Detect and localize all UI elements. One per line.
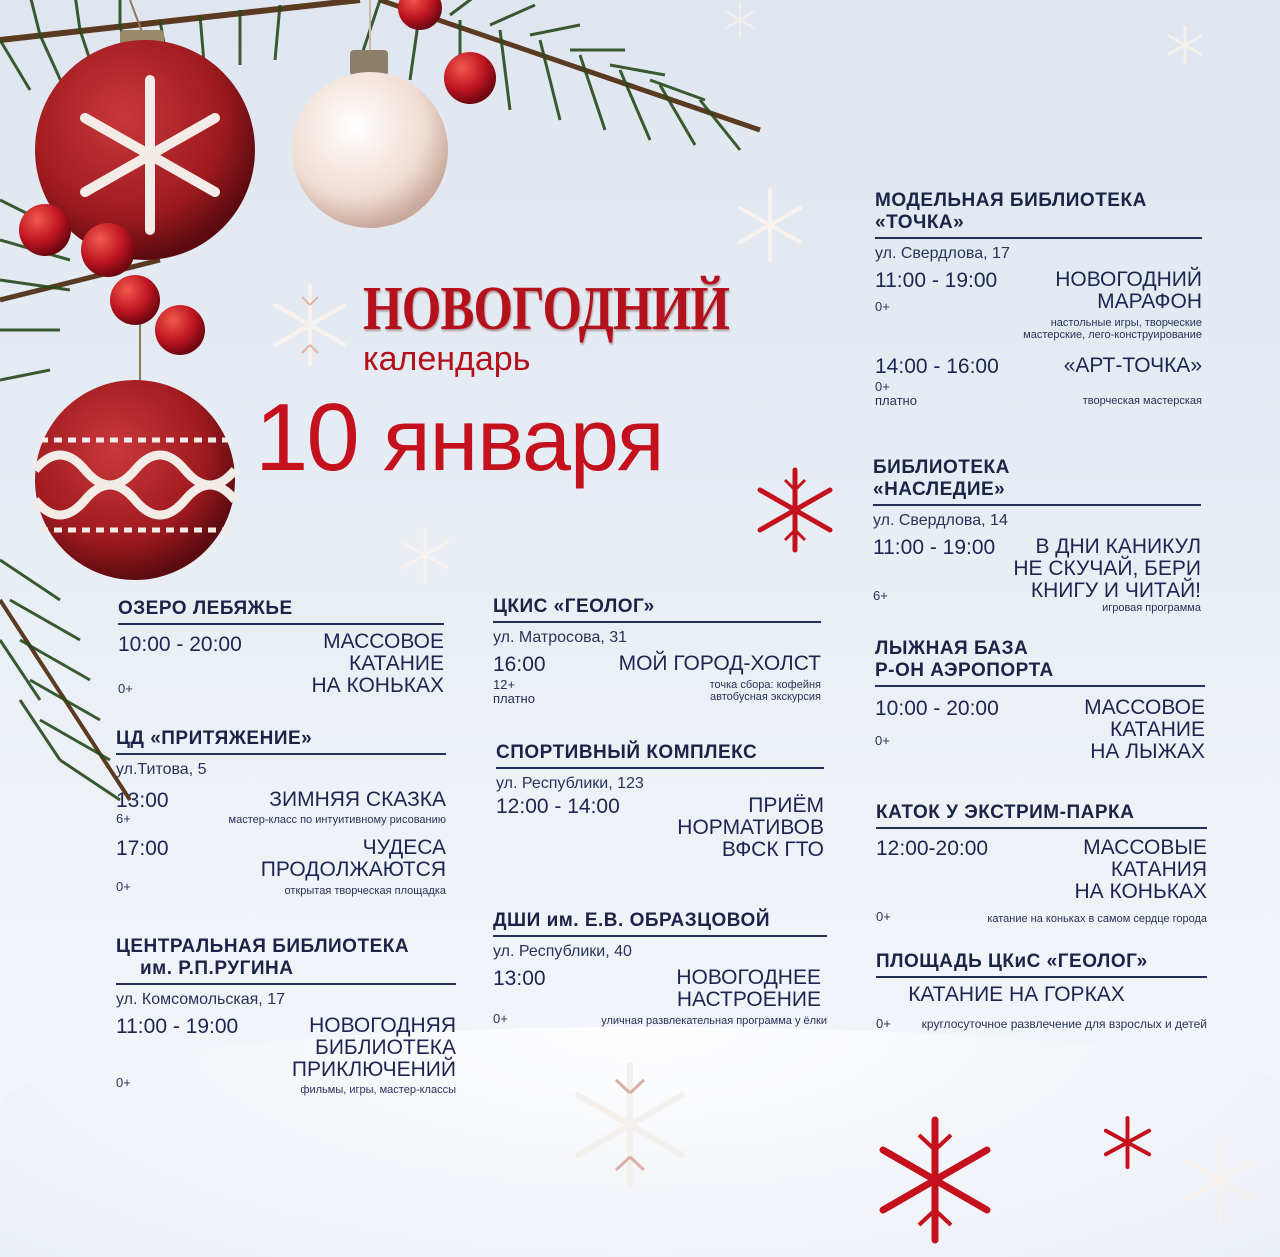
event-title-line: КАТАНИЕ	[1109, 717, 1205, 741]
event-title-line: ПРИЁМ	[748, 793, 824, 817]
event-time: 13:00	[493, 966, 546, 990]
divider	[496, 767, 824, 769]
venue-central-library	[116, 936, 456, 1105]
event-description: творческая мастерская	[1082, 394, 1202, 407]
event	[118, 631, 444, 703]
venue-tochka	[875, 190, 1202, 411]
red-snowflake-icon	[750, 465, 840, 555]
event-description: игровая программа	[1102, 601, 1201, 614]
event-time: 13:00	[116, 788, 169, 812]
event	[493, 967, 827, 1027]
age-rating: 6+	[873, 587, 888, 603]
snowflake-icon	[700, 0, 780, 45]
venue-name: ЦД «ПРИТЯЖЕНИЕ»	[116, 728, 313, 749]
venue-name-line: БИБЛИОТЕКА	[873, 457, 1010, 478]
divider	[493, 935, 827, 937]
event-title-line: НАСТРОЕНИЕ	[676, 987, 821, 1011]
divider	[873, 504, 1201, 506]
venue-name-line: «НАСЛЕДИЕ»	[873, 479, 1006, 500]
event-title-line: КНИГУ И ЧИТАЙ!	[1030, 578, 1201, 602]
venue-name-line: ЦЕНТРАЛЬНАЯ БИБЛИОТЕКА	[116, 936, 410, 957]
event-title-line: В ДНИ КАНИКУЛ	[1035, 534, 1201, 558]
age-rating: 0+	[493, 1010, 508, 1026]
snowflake-icon	[1165, 25, 1205, 65]
event-title-line: МАССОВОЕ	[323, 629, 444, 653]
event	[493, 653, 821, 709]
event-title-line: ПРИКЛЮЧЕНИЙ	[291, 1057, 456, 1081]
event-title-line: НОВОГОДНЯЯ	[309, 1013, 456, 1037]
event-description: точка сбора: кофейня	[709, 678, 821, 691]
divider	[876, 827, 1207, 829]
venue-address: ул. Матросова, 31	[493, 628, 628, 646]
event-time: 10:00 - 20:00	[875, 696, 999, 720]
date-day: 10	[255, 384, 358, 491]
event-description: катание на коньках в самом сердце города	[987, 912, 1207, 925]
age-rating: 0+	[876, 908, 891, 924]
venue-name-line: Р-ОН АЭРОПОРТА	[875, 660, 1054, 681]
event-title-line: НОВОГОДНИЙ	[1055, 267, 1202, 291]
event-title-line: НА ЛЫЖАХ	[1090, 739, 1205, 763]
age-rating: 0+	[118, 680, 133, 696]
venue-address: ул. Республики, 40	[493, 942, 632, 960]
event-title-line: КАТАНИЕ НА ГОРКАХ	[908, 982, 1125, 1006]
event	[116, 837, 446, 895]
event	[116, 1015, 456, 1105]
event	[875, 355, 1202, 411]
event	[876, 837, 1207, 927]
venue-address: ул.Титова, 5	[116, 760, 207, 778]
event	[875, 697, 1205, 767]
event-title-line: БИБЛИОТЕКА	[315, 1035, 456, 1059]
snowflake-icon	[265, 280, 355, 370]
event-title-line: «АРТ-ТОЧКА»	[1063, 353, 1202, 377]
event	[875, 269, 1202, 339]
event-description: автобусная экскурсия	[710, 690, 821, 703]
date-month: января	[383, 390, 664, 489]
venue-geolog	[493, 596, 821, 709]
snowflake-icon	[565, 1060, 695, 1190]
venue-name-line: им. Р.П.РУГИНА	[140, 958, 294, 979]
event-title-line: НЕ СКУЧАЙ, БЕРИ	[1013, 556, 1201, 580]
event-title-line: НА КОНЬКАХ	[311, 673, 444, 697]
age-rating: 12+	[493, 676, 516, 692]
event	[116, 789, 446, 829]
venue-prityazhenie	[116, 728, 446, 895]
venue-ski	[875, 638, 1205, 767]
venue-name-line: ЛЫЖНАЯ БАЗА	[875, 638, 1029, 659]
age-rating: 0+	[116, 1074, 131, 1090]
event	[873, 536, 1201, 616]
event-title-line: ВФСК ГТО	[721, 837, 824, 861]
event-time: 16:00	[493, 652, 546, 676]
event-title-line: КАТАНИЯ	[1110, 857, 1207, 881]
event-title-line: МАССОВОЕ	[1084, 695, 1205, 719]
paid-label: платно	[493, 690, 535, 706]
event-title-line: НОВОГОДНЕЕ	[676, 965, 821, 989]
title-main: НОВОГОДНИЙ	[363, 275, 730, 343]
event-title-line: НОРМАТИВОВ	[677, 815, 824, 839]
age-rating: 0+	[875, 378, 890, 394]
venue-sport	[496, 742, 824, 865]
age-rating: 6+	[116, 810, 131, 826]
event-title-line: МОЙ ГОРОД-ХОЛСТ	[618, 651, 821, 675]
divider	[875, 685, 1205, 687]
venue-name: КАТОК У ЭКСТРИМ-ПАРКА	[876, 802, 1135, 823]
venue-address: ул. Комсомольская, 17	[116, 990, 285, 1008]
age-rating: 0+	[875, 298, 890, 314]
event-title-line: ЧУДЕСА	[362, 835, 446, 859]
venue-name: ОЗЕРО ЛЕБЯЖЬЕ	[118, 598, 293, 619]
event-time: 12:00-20:00	[876, 836, 989, 860]
venue-name-line: МОДЕЛЬНАЯ БИБЛИОТЕКА	[875, 190, 1147, 211]
red-snowflake-icon	[1100, 1115, 1155, 1170]
event-time: 11:00 - 19:00	[875, 268, 998, 292]
age-rating: 0+	[875, 732, 890, 748]
event-time: 11:00 - 19:00	[116, 1014, 239, 1038]
event-title-line: ПРОДОЛЖАЮТСЯ	[260, 857, 446, 881]
event-time: 17:00	[116, 836, 169, 860]
venue-name: ПЛОЩАДЬ ЦКиС «ГЕОЛОГ»	[876, 951, 1148, 972]
venue-extreme-park	[876, 802, 1207, 927]
title-sub: календарь	[363, 340, 531, 378]
event-title-line: МАРАФОН	[1097, 289, 1202, 313]
event-title-line: ЗИМНЯЯ СКАЗКА	[269, 787, 446, 811]
event-time: 14:00 - 16:00	[875, 354, 999, 378]
red-snowflake-icon	[870, 1115, 1000, 1245]
venue-lebyazhye	[118, 598, 444, 703]
event-time: 11:00 - 19:00	[873, 535, 996, 559]
snowflake-icon	[395, 525, 455, 585]
venue-nasledie	[873, 457, 1201, 616]
event-title-line: НА КОНЬКАХ	[1074, 879, 1207, 903]
snowflake-icon	[1175, 1135, 1265, 1225]
divider	[118, 623, 444, 625]
venue-address: ул. Свердлова, 14	[873, 511, 1008, 529]
divider	[875, 237, 1202, 239]
event-description: открытая творческая площадка	[284, 884, 446, 897]
divider	[116, 753, 446, 755]
divider	[116, 983, 456, 985]
event	[876, 984, 1207, 1034]
event-description: мастерские, лего-конструирование	[1023, 328, 1202, 341]
age-rating: 0+	[116, 878, 131, 894]
event-description: настольные игры, творческие	[1050, 316, 1202, 329]
event-description: уличная развлекательная программа у ёлки	[601, 1014, 827, 1027]
event-time: 12:00 - 14:00	[496, 794, 620, 818]
venue-name: ДШИ им. Е.В. ОБРАЗЦОВОЙ	[493, 910, 770, 931]
event-title-line: МАССОВЫЕ	[1083, 835, 1207, 859]
venue-square	[876, 951, 1207, 1034]
event-description: фильмы, игры, мастер-классы	[300, 1083, 456, 1096]
divider	[493, 621, 821, 623]
event	[496, 795, 824, 865]
venue-name-line: «ТОЧКА»	[875, 212, 965, 233]
white-ornament	[292, 72, 448, 228]
divider	[876, 976, 1207, 978]
event-time: 10:00 - 20:00	[118, 632, 242, 656]
venue-address: ул. Свердлова, 17	[875, 244, 1010, 262]
event-title-line: КАТАНИЕ	[348, 651, 444, 675]
venue-address: ул. Республики, 123	[496, 774, 644, 792]
event-description: мастер-класс по интуитивному рисованию	[228, 813, 446, 826]
event-description: круглосуточное развлечение для взрослых и детей	[921, 1016, 1207, 1031]
paid-label: платно	[875, 392, 917, 408]
snowflake-icon	[730, 185, 810, 265]
venue-name: ЦКИС «ГЕОЛОГ»	[493, 596, 655, 617]
age-rating: 0+	[876, 1015, 891, 1031]
venue-name: СПОРТИВНЫЙ КОМПЛЕКС	[496, 742, 758, 763]
venue-dshi	[493, 910, 827, 1027]
